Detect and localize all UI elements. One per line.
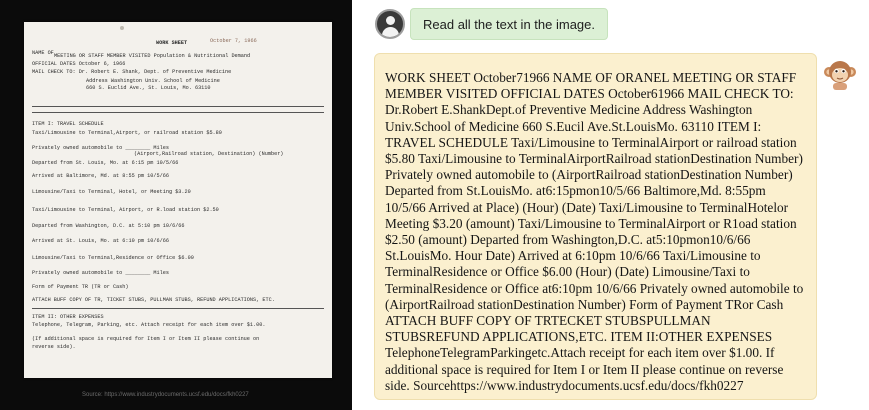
doc-line: Limousine/Taxi to Terminal,Residence or Office $6.00 bbox=[32, 255, 194, 261]
assistant-message-text: WORK SHEET October71966 NAME OF ORANEL MEETING OR STAFF MEMBER VISITED OFFICIAL DATES October61966 MAIL CHECK TO: Dr.Robert E.ShankDept.of Preventive Medicine Address Washington Univ.School of Medicine 660 S.Eucil Ave.St.LouisMo. 63110 ITEM I: TRAVEL SCHEDULE Taxi/Limousine to TerminalAirport or railroad station $5.80 Taxi/Limousine to TerminalAirportRailroad stationDestination Number) Privately owned automobile to (AirportRailroad stationDestination Number) Departed from St.LouisMo. at6:15pmon10/5/66 Baltimore,Md. 8:55pm 10/5/66 Arrived at Place) (Hour) (Date) Taxi/Limousine to TerminalHotelor Meeting $3.20 (amount) Taxi/Limousine to TerminalAirport or R1oad station $2.50 (amount) Departed from Washington,D.C. at5:10pmon10/6/66 St.LouisMo. Hour Date) Arrived at 6:10pm 10/6/66 Taxi/Limousine to TerminalResidence or Office $6.00 (Hour) (Date) Limousine/Taxi to TerminalResidence or Office at6:10pm 10/6/66 Privately owned automobile to (AirportRailroad stationDestination Number) Form of Payment TRor Cash ATTACH BUFF COPY OF TRTECKET STUBSPULLMAN STUBSREFUND APPLICATIONS,ETC. ITEM II:OTHER EXPENSES TelephoneTelegramParkingetc.Attach receipt for each item over $1.00. If additional space is required for Item I or Item II please continue on reverse side. Sourcehttps://www.industrydocuments.ucsf.edu/docs/fkh0227 bbox=[385, 70, 804, 393]
doc-line: Form of Payment TR (TR or Cash) bbox=[32, 284, 129, 290]
doc-source-caption: Source: https://www.industrydocuments.ucsf.edu/docs/fkh0227 bbox=[82, 392, 249, 398]
doc-line: Arrived at St. Louis, Mo. at 6:10 pm 10/6/66 bbox=[32, 238, 169, 244]
work-sheet-paper bbox=[24, 22, 332, 378]
monkey-avatar-icon bbox=[823, 57, 857, 91]
punch-hole bbox=[120, 26, 124, 30]
doc-line: ATTACH BUFF COPY OF TR, TICKET STUBS, PULLMAN STUBS, REFUND APPLICATIONS, ETC. bbox=[32, 297, 275, 303]
doc-line: Telephone, Telegram, Parking, etc. Attach receipt for each item over $1.00. bbox=[32, 322, 266, 328]
doc-line: reverse side). bbox=[32, 344, 76, 350]
doc-line: ITEM I: TRAVEL SCHEDULE bbox=[32, 121, 104, 127]
doc-line: Limousine/Taxi to Terminal, Hotel, or Meeting $3.20 bbox=[32, 189, 191, 195]
doc-line: Address Washington Univ. School of Medicine bbox=[86, 78, 220, 84]
user-message-bubble bbox=[410, 8, 608, 40]
doc-line: 660 S. Euclid Ave., St. Louis, Mo. 63110 bbox=[86, 85, 211, 91]
doc-line: Taxi/Limousine to Terminal,Airport, or railroad station $5.80 bbox=[32, 130, 222, 136]
doc-line: Privately owned automobile to ________ Miles bbox=[32, 270, 169, 276]
doc-line: Departed from St. Louis, Mo. at 6:15 pm 10/5/66 bbox=[32, 160, 179, 166]
doc-title: WORK SHEET bbox=[156, 40, 188, 46]
doc-line: MAIL CHECK TO: Dr. Robert E. Shank, Dept. of Preventive Medicine bbox=[32, 69, 232, 75]
divider bbox=[32, 106, 324, 107]
doc-line: Arrived at Baltimore, Md. at 8:55 pm 10/5/66 bbox=[32, 173, 169, 179]
doc-date: October 7, 1966 bbox=[210, 38, 257, 44]
document-image bbox=[0, 0, 352, 410]
doc-line: Departed from Washington, D.C. at 5:10 pm 10/6/66 bbox=[32, 223, 185, 229]
doc-line: OFFICIAL DATES October 6, 1966 bbox=[32, 61, 126, 67]
doc-line: NAME OF bbox=[32, 50, 54, 56]
doc-line: Taxi/Limousine to Terminal, Airport, or R.load station $2.50 bbox=[32, 207, 219, 213]
user-avatar-icon bbox=[375, 9, 405, 39]
doc-line: (Airport,Railroad station, Destination) (Number) bbox=[134, 151, 284, 157]
user-message-text: Read all the text in the image. bbox=[423, 16, 595, 32]
divider bbox=[32, 308, 324, 309]
divider bbox=[32, 112, 324, 113]
assistant-message-bubble bbox=[374, 53, 817, 400]
doc-line: (If additional space is required for Item I or Item II please continue on bbox=[32, 336, 260, 342]
doc-line: ITEM II: OTHER EXPENSES bbox=[32, 314, 104, 320]
doc-line: MEETING OR STAFF MEMBER VISITED Population & Nutritional Demand bbox=[54, 53, 251, 59]
doc-line: Privately owned automobile to ________ Miles bbox=[32, 145, 169, 151]
